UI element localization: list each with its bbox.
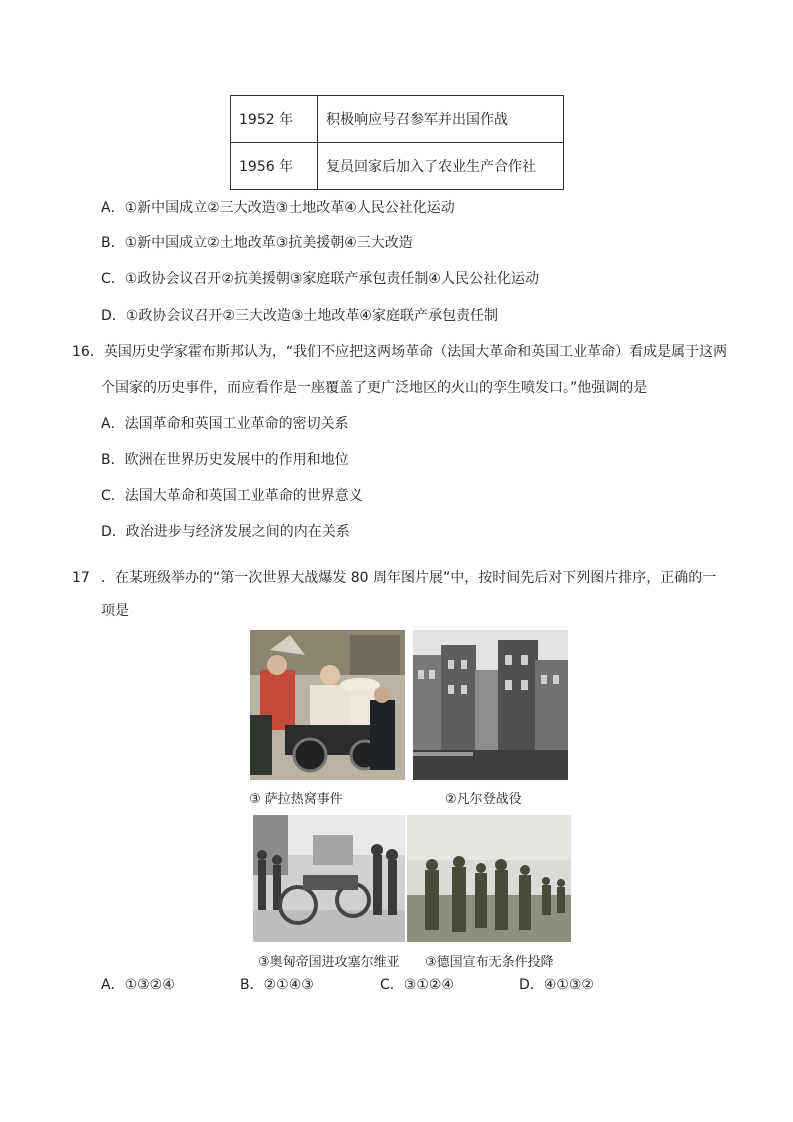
q17-number: 17 [72, 570, 90, 586]
sarajevo-incident-image [250, 630, 405, 780]
table-cell-year: 1956 年 [231, 143, 318, 190]
table-cell-event: 积极响应号召参军并出国作战 [318, 96, 564, 143]
caption-verdun: ②凡尔登战役 [445, 792, 522, 807]
caption-austria-serbia: ③奥匈帝国进攻塞尔维亚 [258, 955, 400, 970]
verdun-battle-image [413, 630, 568, 780]
q17-option-c: C．③①②④ [380, 977, 454, 993]
austria-attacks-serbia-image [253, 815, 405, 942]
q16-option-a: A．法国革命和英国工业革命的密切关系 [101, 416, 349, 432]
table-row [231, 143, 564, 190]
q17-option-b: B．②①④③ [240, 977, 314, 993]
q17-stem-line1: ．在某班级举办的“第一次世界大战爆发 80 周年图片展”中，按时间先后对下列图片排序，正确的一 [101, 570, 717, 586]
caption-germany-surrender: ③德国宣布无条件投降 [425, 955, 554, 970]
table-cell-event: 复员回家后加入了农业生产合作社 [318, 143, 564, 190]
germany-surrender-image [407, 815, 571, 942]
q17-stem-line2: 项是 [101, 603, 129, 619]
q15-option-a: A．①新中国成立②三大改造③土地改革④人民公社化运动 [101, 200, 455, 216]
q16-stem-line1: 16．英国历史学家霍布斯邦认为，“我们不应把这两场革命（法国大革命和英国工业革命）看成是属于这两 [72, 344, 728, 360]
q15-option-c: C．①政协会议召开②抗美援朝③家庭联产承包责任制④人民公社化运动 [101, 271, 539, 287]
q17-option-a: A．①③②④ [101, 977, 175, 993]
table-cell-year: 1952 年 [231, 96, 318, 143]
q16-option-c: C．法国大革命和英国工业革命的世界意义 [101, 488, 363, 504]
timeline-table [230, 95, 564, 190]
q17-option-d: D．④①③② [519, 977, 594, 993]
q15-option-d: D．①政协会议召开②三大改造③土地改革④家庭联产承包责任制 [101, 308, 498, 324]
q16-option-d: D．政治进步与经济发展之间的内在关系 [101, 524, 350, 540]
table-row [231, 96, 564, 143]
q16-stem-line2: 个国家的历史事件，而应看作是一座覆盖了更广泛地区的火山的孪生喷发口。”他强调的是 [101, 380, 648, 396]
caption-sarajevo: ③ 萨拉热窝事件 [249, 792, 343, 807]
q16-option-b: B．欧洲在世界历史发展中的作用和地位 [101, 452, 349, 468]
q15-option-b: B．①新中国成立②土地改革③抗美援朝④三大改造 [101, 235, 413, 251]
